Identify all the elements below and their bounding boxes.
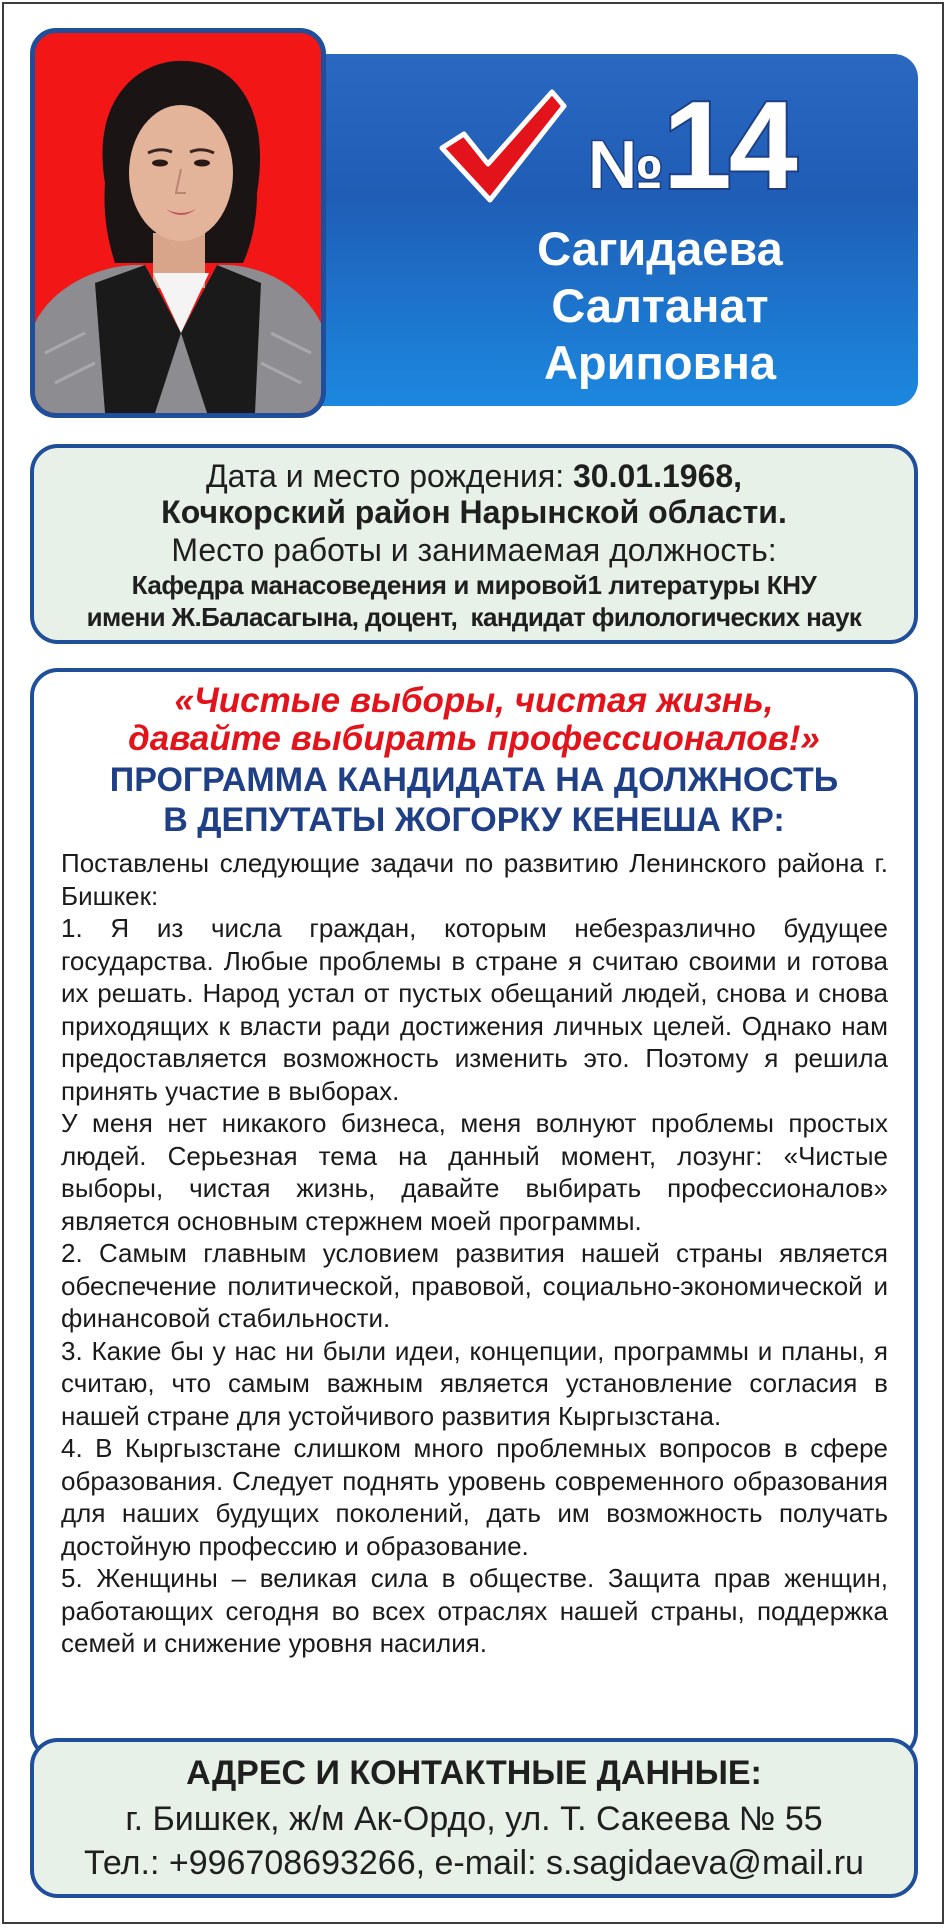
slogan-line-2: давайте выбирать профессионалов!» bbox=[128, 719, 820, 758]
contacts-title: АДРЕС И КОНТАКТНЫЕ ДАННЫЕ: bbox=[186, 1754, 762, 1792]
portrait-icon bbox=[35, 33, 321, 413]
first-name: Салтанат bbox=[551, 279, 769, 332]
bio-box bbox=[30, 444, 918, 644]
program-paragraph: 1. Я из числа граждан, которым небезразлично будущее государства. Любые проблемы в стране я считаю своими и готова их решать. Народ устал от пустых обещаний людей, снова и снова приходящих к власти ради достижения личных целей. Однако нам предоставляется возможность изменить это. Поэтому я решила принять участие в выборах. bbox=[61, 913, 888, 1106]
surname: Сагидаева bbox=[537, 222, 783, 275]
patronymic: Ариповна bbox=[543, 336, 777, 389]
birth-date: 30.01.1968, bbox=[573, 458, 743, 494]
work-line-1: Кафедра манасоведения и мировой1 литературы КНУ bbox=[131, 570, 817, 600]
program-title-line-2: В ДЕПУТАТЫ ЖОГОРКУ КЕНЕША КР: bbox=[163, 801, 785, 839]
birth-label: Дата и место рождения: bbox=[205, 458, 573, 494]
program-title-line-1: ПРОГРАММА КАНДИДАТА НА ДОЛЖНОСТЬ bbox=[109, 761, 839, 799]
checkmark-icon bbox=[436, 86, 568, 206]
number-prefix: № bbox=[588, 127, 663, 203]
slogan bbox=[34, 682, 914, 758]
program-paragraph: 3. Какие бы у нас ни были идеи, концепции, программы и планы, я считаю, что самым важным является установление согласия в нашей стране для устойчивого развития Кыргызстана. bbox=[61, 1335, 888, 1431]
program-paragraph: 2. Самым главным условием развития нашей страны является обеспечение политической, правовой, социально-экономической и финансовой стабильности. bbox=[61, 1238, 888, 1333]
contacts-box bbox=[30, 1738, 918, 1898]
slogan-line-1: «Чистые выборы, чистая жизнь, bbox=[174, 681, 774, 720]
program-paragraph: 5. Женщины – великая сила в обществе. Защита прав женщин, работающих сегодня во всех отраслях нашей страны, поддержка семей и снижение уровня насилия. bbox=[61, 1563, 888, 1658]
program-title bbox=[34, 760, 914, 840]
work-label: Место работы и занимаемая должность: bbox=[171, 532, 777, 568]
program-paragraph: У меня нет никакого бизнеса, меня волнуют проблемы простых людей. Серьезная тема на данный момент, лозунг: «Чистые выборы, чистая жизнь, давайте выбирать профессионалов» является основным стержнем моей программы. bbox=[61, 1108, 888, 1236]
candidate-name bbox=[430, 220, 890, 391]
contacts-address: г. Бишкек, ж/м Ак-Ордо, ул. Т. Сакеева № 55 bbox=[125, 1800, 823, 1838]
program-paragraph: Поставлены следующие задачи по развитию Ленинского района г. Бишкек: bbox=[61, 848, 888, 911]
candidate-photo bbox=[30, 28, 326, 418]
program-box bbox=[30, 668, 918, 1760]
program-body bbox=[61, 847, 888, 1660]
number-value: 14 bbox=[662, 77, 795, 215]
work-line-2: имени Ж.Баласагына, доцент, кандидат филологических наук bbox=[86, 602, 862, 632]
birth-place: Кочкорский район Нарынской области. bbox=[161, 494, 787, 530]
program-paragraph: 4. В Кыргызстане слишком много проблемных вопросов в сфере образования. Следует поднять уровень современного образования для наших будущих поколений, дать им возможность получать достойную профессию и образование. bbox=[61, 1433, 888, 1561]
birth-line bbox=[34, 458, 914, 495]
contacts-phone-email: Тел.: +996708693266, e-mail: s.sagidaeva@mail.ru bbox=[84, 1844, 864, 1882]
candidate-number bbox=[588, 77, 888, 215]
